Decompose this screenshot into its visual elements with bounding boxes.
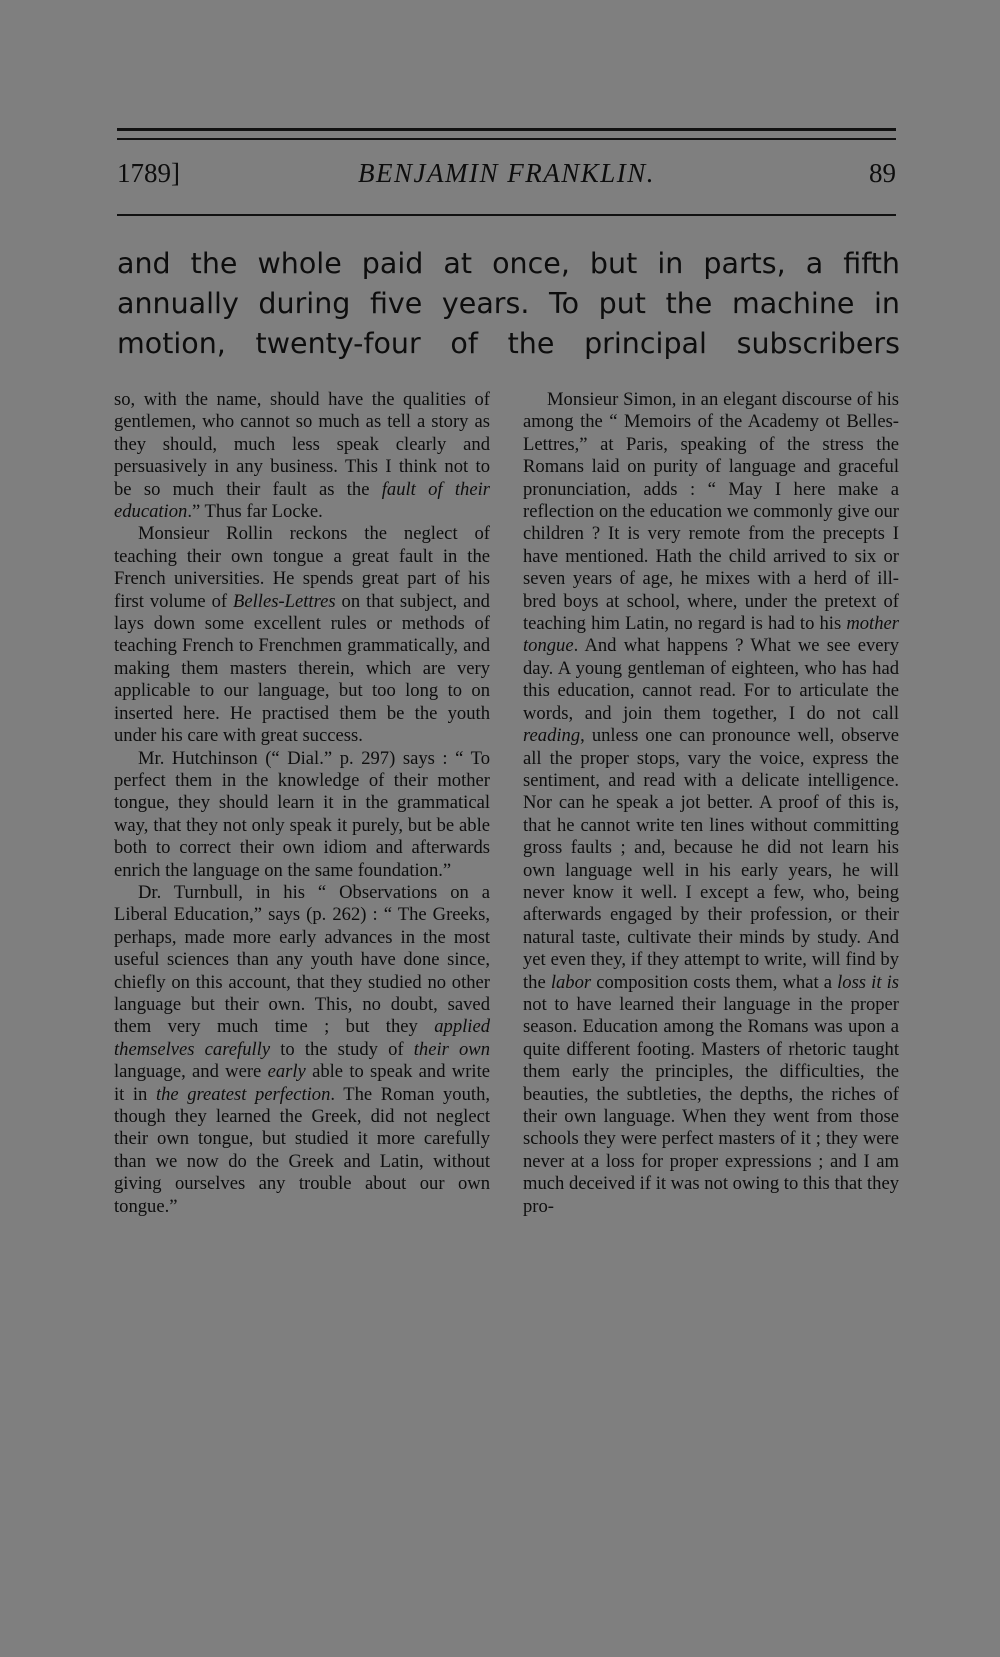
left-column — [114, 389, 490, 1218]
running-head-title: BENJAMIN FRANKLIN. — [358, 158, 655, 188]
left-paragraph-4: Dr. Turnbull, in his “ Observations on a Liberal Education,” says (p. 262) : “ The Greeks, perhaps, made more early advances in the most useful sciences than any youth have done since, chiefly on this account, that they studied no other language but their own. This, no doubt, saved them very much time ; but they applied themselves carefully to the study of their own language, and were early able to speak and write it in the greatest perfection. The Roman youth, though they learned the Greek, did not neglect their own tongue, but studied it more carefully than we now do the Greek and Latin, without giving ourselves any trouble about our own tongue.” — [114, 881, 491, 1217]
running-head — [117, 158, 896, 202]
left-paragraph-3: Mr. Hutchinson (“ Dial.” p. 297) says : “ To perfect them in the knowledge of their mother tongue, they should learn it in the grammatical way, that they not only speak it purely, but be able both to correct their own idiom and afterwards enrich the language on the same foundation.” — [114, 747, 490, 881]
page-number: 89 — [869, 158, 896, 188]
right-column — [523, 389, 899, 1218]
running-head-year: 1789] — [117, 158, 180, 188]
right-paragraph-1: Monsieur Simon, in an elegant discourse of his among the “ Memoirs of the Academy ot Belles-Lettres,” at Paris, speaking of the stress the Romans laid on purity of language and graceful pronunciation, adds : “ May I here make a reflection on the education we commonly give our children ? It is very remote from the precepts I have mentioned. Hath the child arrived to six or seven years of age, he mixes with a herd of ill-bred boys at school, where, under the pretext of teaching him Latin, no regard is had to his mother tongue. And what happens ? What we see every day. A young gentleman of eighteen, who has had this education, cannot read. For to articulate the words, and join them together, I do not call reading, unless one can pronounce well, observe all the proper stops, vary the voice, express the sentiment, and read with a delicate intelligence. Nor can he speak a jot better. A proof of this is, that he cannot write ten lines without committing gross faults ; and, because he did not learn his own language well in his early years, he will never know it well. I except a few, who, being afterwards engaged by their profession, or their natural taste, cultivate their minds by study. And yet even they, if they attempt to write, will find by the labor composition costs them, what a loss it is not to have learned their language in the proper season. Education among the Romans was upon a quite different footing. Masters of rhetoric taught them early the principles, the difficulties, the beauties, the subtleties, the depths, the riches of their own language. When they went from those schools they were perfect masters of it ; they were never at a loss for proper expressions ; and I am much deceived if it was not owing to this that they pro- — [523, 389, 899, 1217]
left-paragraph-1: so, with the name, should have the qualities of gentlemen, who cannot so much as tell a story as they should, much less speak clearly and persuasively in any business. This I think not to be so much their fault as the fault of their education.” Thus far Locke. — [114, 389, 490, 523]
header-underline — [117, 214, 896, 216]
top-rule-thick — [117, 128, 896, 131]
lead-paragraph: and the whole paid at once, but in parts, a fifth annually during five years. To put the machine in motion, twenty-four of the principal subscribers — [117, 247, 900, 360]
left-paragraph-2: Monsieur Rollin reckons the neglect of teaching their own tongue a great fault in the French universities. He spends great part of his first volume of Belles-Lettres on that subject, and lays down some excellent rules or methods of teaching French to Frenchmen grammatically, and making them masters therein, which are very applicable to our language, but too long to on inserted here. He practised them be the youth under his care with great success. — [114, 523, 490, 747]
top-rule-thin — [117, 138, 896, 140]
